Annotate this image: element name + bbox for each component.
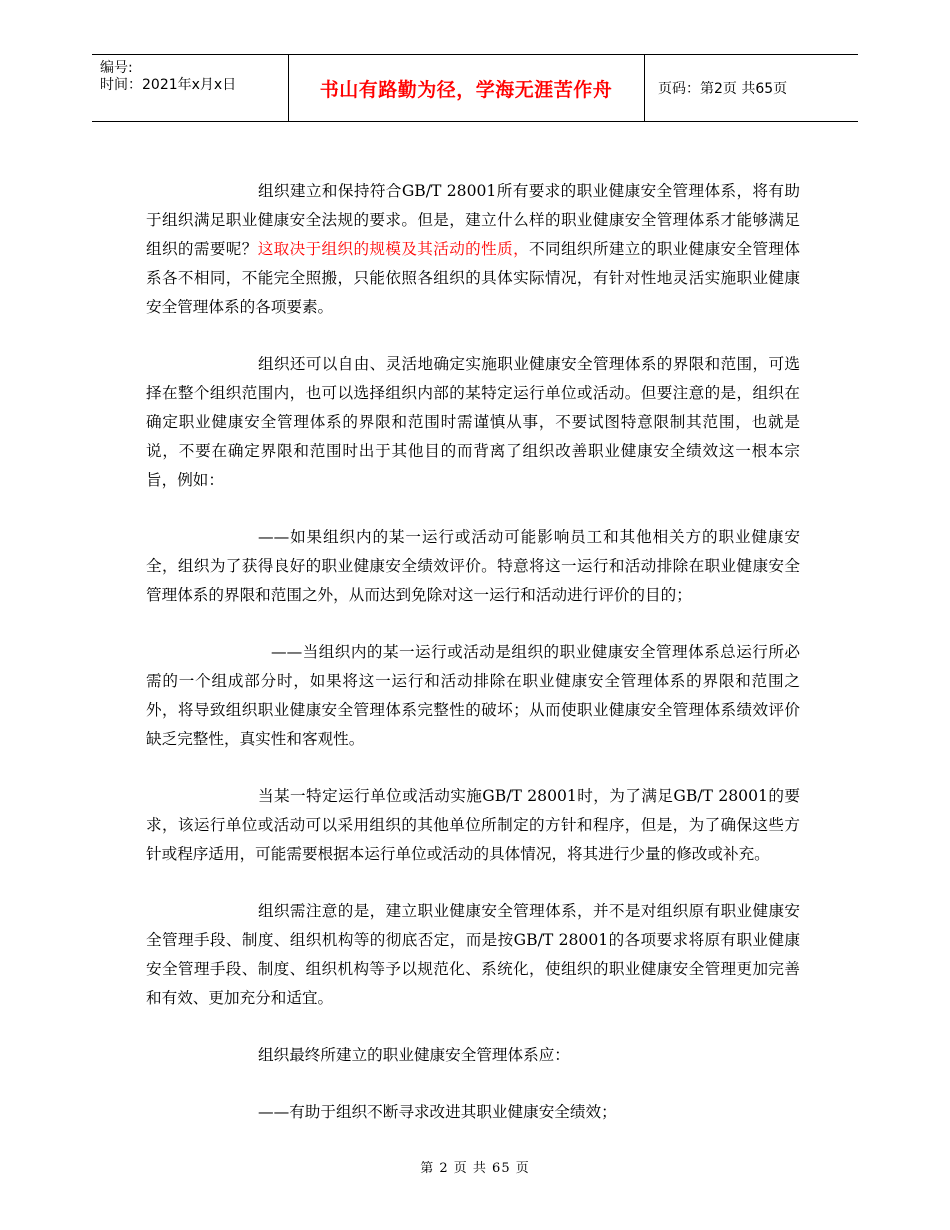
paragraph: 组织最终所建立的职业健康安全管理体系应： (258, 1046, 570, 1064)
document-body (146, 177, 800, 1155)
page-header (92, 54, 858, 122)
paragraph: 组织建立和保持符合GB/T 28001所有要求的职业健康安全管理体系，将有助于组织满足职业健康安全法规的要求。但是，建立什么样的职业健康安全管理体系才能够满足组织的需要呢？这取决于组织的规模及其活动的性质，不同组织所建立的职业健康安全管理体系各不相同，不能完全照搬，只能依照各组织的具体实际情况，有针对性地灵活实施职业健康安全管理体系的各项要素。 (146, 182, 800, 316)
page-footer: 第 2 页 共 65 页 (420, 1161, 530, 1176)
header-meta (100, 60, 286, 94)
paragraph: 组织还可以自由、灵活地确定实施职业健康安全管理体系的界限和范围，可选择在整个组织范围内，也可以选择组织内部的某特定运行单位或活动。但要注意的是，组织在确定职业健康安全管理体系的界限和范围时需谨慎从事，不要试图特意限制其范围，也就是说，不要在确定界限和范围时出于其他目的而背离了组织改善职业健康安全绩效这一根本宗旨，例如： (146, 355, 800, 489)
paragraph: 组织需注意的是，建立职业健康安全管理体系，并不是对组织原有职业健康安全管理手段、制度、组织机构等的彻底否定，而是按GB/T 28001的各项要求将原有职业健康安全管理手段、制度、组织机构等予以规范化、系统化，使组织的职业健康安全管理更加完善和有效、更加充分和适宜。 (146, 902, 800, 1007)
header-page-number: 页码：第2页 共65页 (658, 81, 788, 97)
paragraph: ——有助于组织不断寻求改进其职业健康安全绩效； (258, 1103, 617, 1121)
highlighted-text: 这取决于组织的规模及其活动的性质， (257, 240, 530, 258)
document-time-label: 时间：2021年x月x日 (100, 77, 237, 93)
header-motto: 书山有路勤为径，学海无涯苦作舟 (319, 78, 613, 101)
paragraph: 当某一特定运行单位或活动实施GB/T 28001时，为了满足GB/T 28001的要求，该运行单位或活动可以采用组织的其他单位所制定的方针和程序，但是，为了确保这些方针或程序适用，可能需要根据本运行单位或活动的具体情况，将其进行少量的修改或补充。 (146, 787, 800, 863)
paragraph: ——如果组织内的某一运行或活动可能影响员工和其他相关方的职业健康安全，组织为了获得良好的职业健康安全绩效评价。特意将这一运行和活动排除在职业健康安全管理体系的界限和范围之外，从而达到免除对这一运行和活动进行评价的目的； (146, 528, 800, 604)
header-divider (644, 55, 645, 121)
document-number-label: 编号: (100, 60, 133, 76)
paragraph: ——当组织内的某一运行或活动是组织的职业健康安全管理体系总运行所必需的一个组成部分时，如果将这一运行和活动排除在职业健康安全管理体系的界限和范围之外，将导致组织职业健康安全管理体系完整性的破坏；从而使职业健康安全管理体系绩效评价缺乏完整性，真实性和客观性。 (146, 643, 800, 748)
